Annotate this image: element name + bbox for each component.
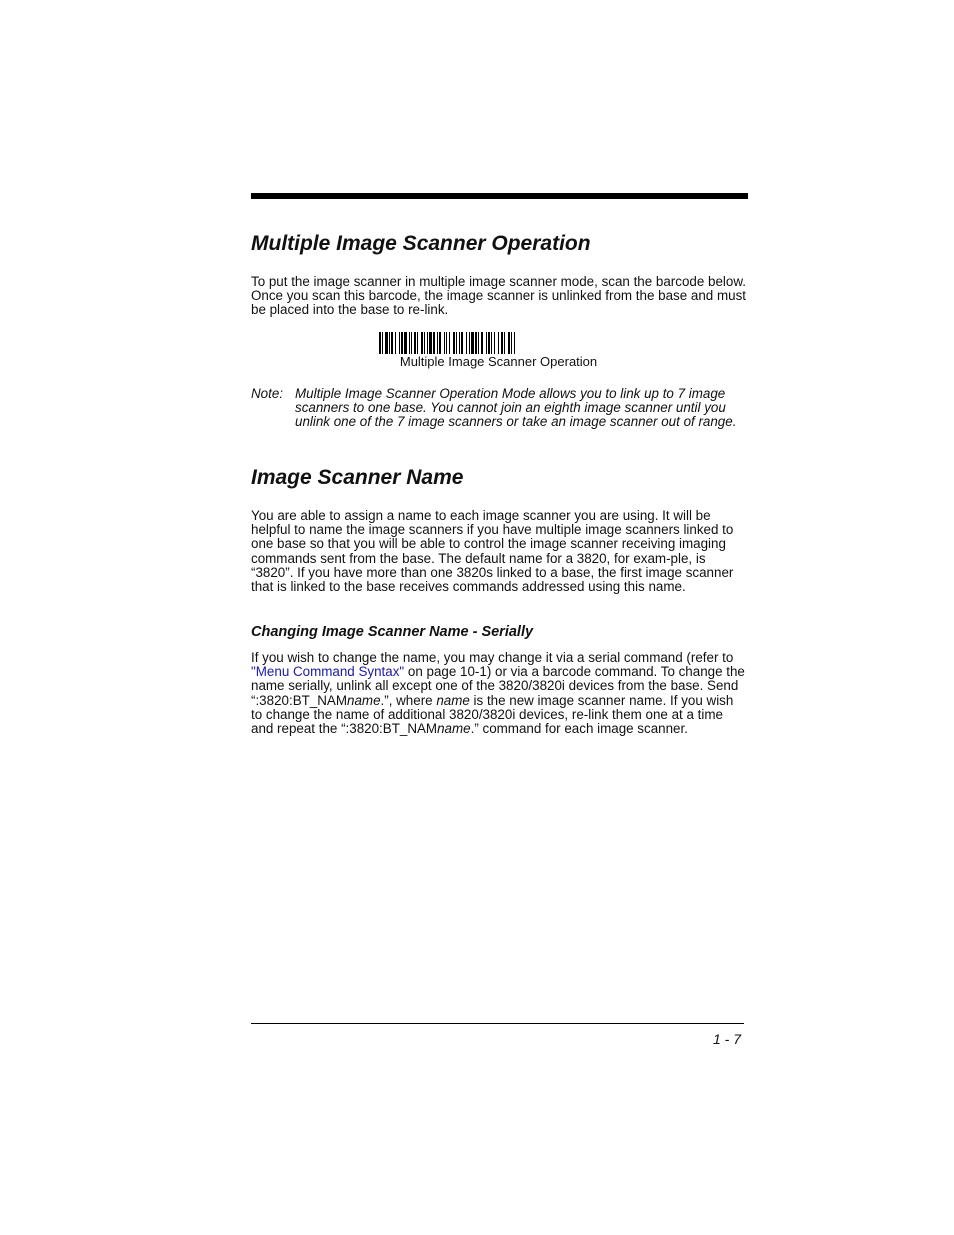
barcode-bar <box>444 332 445 354</box>
text-segment: If you wish to change the name, you may change it via a serial command (refer to <box>251 650 734 665</box>
barcode-bar <box>481 332 483 354</box>
barcode-bar <box>379 332 381 354</box>
note-block <box>251 387 746 430</box>
barcode-bar <box>399 332 400 354</box>
heading-multiple-image-scanner-operation: Multiple Image Scanner Operation <box>251 232 591 255</box>
barcode-bar <box>453 332 455 354</box>
barcode-bar <box>456 332 457 354</box>
page-number: 1 - 7 <box>712 1031 741 1047</box>
barcode-bar <box>466 332 467 354</box>
barcode-bar <box>382 332 383 354</box>
barcode-bar <box>437 332 438 354</box>
barcode-bar <box>417 332 418 354</box>
image-scanner-name-paragraph: You are able to assign a name to each image scanner you are using. It will be helpful to name the image scanners if you have multiple image scanners linked to one base so that you will be able to control the image scanner receiving imaging commands sent from the base. The default name for a 3820, for exam-ple, is “3820”. If you have more than one 3820s linked to a base, the first image scanner that is linked to the base receives commands addressed using this name. <box>251 508 734 595</box>
barcode-bar <box>478 332 479 354</box>
name-italic: name <box>347 692 381 708</box>
name-italic: name <box>436 692 470 708</box>
barcode-bar <box>488 332 490 354</box>
name-italic: name <box>437 721 471 737</box>
barcode-label: Multiple Image Scanner Operation <box>399 354 598 369</box>
top-rule <box>251 193 748 199</box>
barcode-bar <box>511 332 512 354</box>
text-segment: .” command for each image scanner. <box>470 721 688 737</box>
text-segment: is the new image scanner name. If you wish to change the name of additional 3820/3820i devices, re-link them one at a time and repeat the “:3820:BT_NAM <box>251 692 734 737</box>
barcode-bar <box>385 332 388 354</box>
barcode-bar <box>424 332 425 354</box>
barcode-bar <box>449 332 450 354</box>
text-segment: .”, where <box>380 692 437 708</box>
barcode-bar <box>411 332 412 354</box>
note-label: Note: <box>251 386 284 401</box>
barcode-bar <box>486 332 487 354</box>
heading-image-scanner-name: Image Scanner Name <box>251 466 464 489</box>
barcode-bar <box>446 332 447 354</box>
barcode-bar <box>471 332 474 354</box>
barcode-bar <box>427 332 428 354</box>
barcode-bar <box>475 332 477 354</box>
barcode-bar <box>498 332 499 354</box>
barcode-bar <box>391 332 393 354</box>
barcode-bar <box>414 332 416 354</box>
barcode-bar <box>409 332 410 354</box>
changing-name-paragraph <box>251 651 746 736</box>
barcode-bar <box>395 332 396 354</box>
barcode-bar <box>433 332 435 354</box>
multiple-image-scanner-operation-barcode <box>379 332 616 354</box>
barcode-bar <box>501 332 503 354</box>
heading-changing-name-serially: Changing Image Scanner Name - Serially <box>251 624 534 640</box>
barcode-bar <box>401 332 403 354</box>
note-text: Multiple Image Scanner Operation Mode allows you to link up to 7 image scanners to one base. You cannot join an eighth image scanner until you unlink one of the 7 image scanners or take an image scanner out of range. <box>295 386 737 430</box>
barcode-bar <box>508 332 510 354</box>
text-segment: on page 10-1) or via a barcode command. To change the name serially, unlink all except one of the 3820/3820i devices from the base. Send “:3820:BT_NAM <box>251 664 745 708</box>
barcode-bar <box>404 332 407 354</box>
barcode-bar <box>469 332 470 354</box>
barcode-bar <box>439 332 441 354</box>
barcode-bar <box>421 332 423 354</box>
menu-command-syntax-link[interactable] <box>251 664 404 679</box>
bottom-rule <box>251 1023 744 1024</box>
barcode-bar <box>504 332 505 354</box>
barcode-bar <box>389 332 390 354</box>
barcode-bar <box>491 332 492 354</box>
multiple-mode-paragraph: To put the image scanner in multiple image scanner mode, scan the barcode below. Once you scan this barcode, the image scanner is unlinked from the base and must be placed into the base to re-link. <box>251 274 746 318</box>
link-quote-open: " <box>251 664 256 680</box>
link-quote-close: " <box>399 664 405 680</box>
link-text: Menu Command Syntax <box>255 664 400 680</box>
barcode-bar <box>494 332 495 354</box>
barcode-bar <box>429 332 432 354</box>
barcode-bar <box>461 332 463 354</box>
barcode-bar <box>514 332 515 354</box>
barcode-bar <box>459 332 460 354</box>
